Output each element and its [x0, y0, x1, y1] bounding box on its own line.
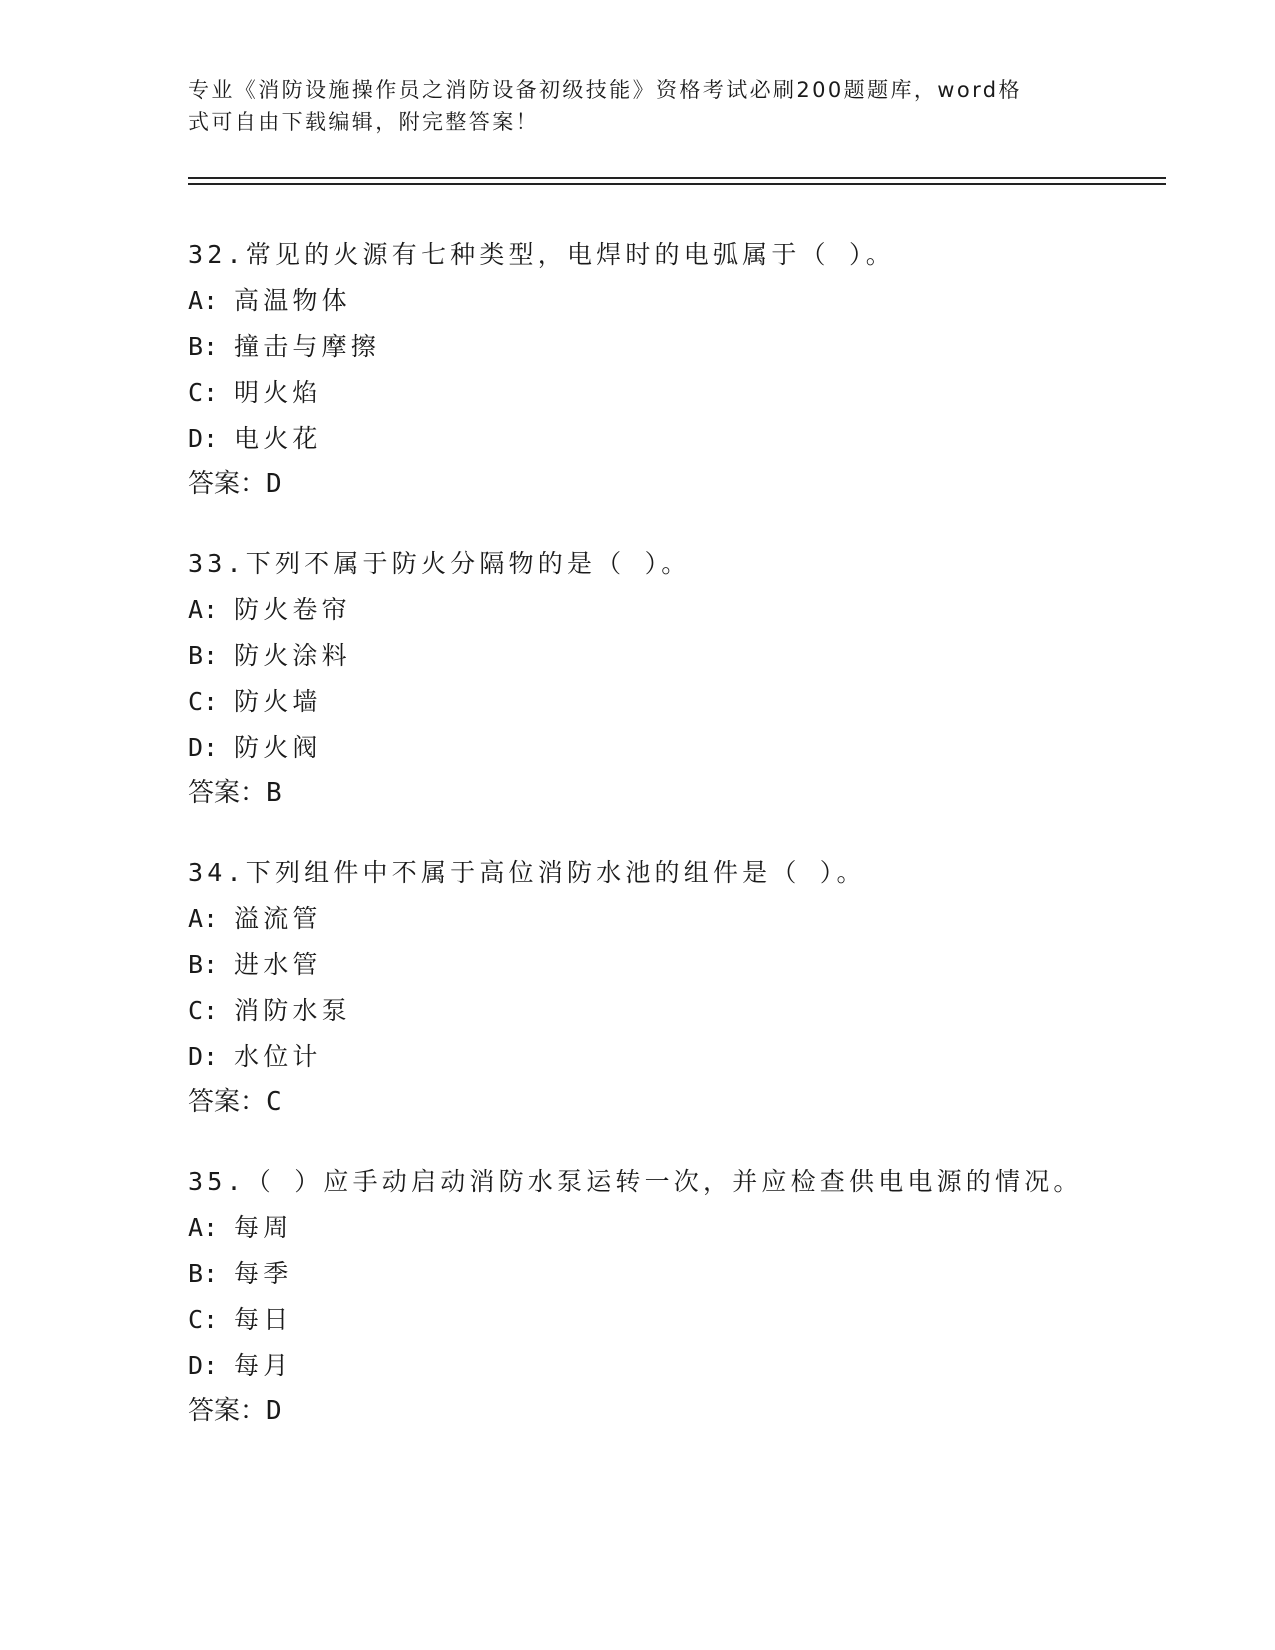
option-a — [188, 1212, 1188, 1244]
option-text: 防火卷帘 — [234, 595, 351, 624]
option-text: 每日 — [234, 1305, 293, 1334]
option-letter: B: — [188, 332, 219, 361]
option-letter: C: — [188, 1305, 219, 1334]
option-letter: D: — [188, 1042, 219, 1071]
option-text: 每季 — [234, 1259, 293, 1288]
answer-label: 答案： — [188, 1396, 267, 1426]
option-letter: D: — [188, 733, 219, 762]
header-line-1: 专业《消防设施操作员之消防设备初级技能》资格考试必刷200题题库，word格 — [188, 78, 1022, 102]
option-text: 防火涂料 — [234, 641, 351, 670]
option-c — [188, 995, 1188, 1027]
option-d — [188, 732, 1188, 764]
option-letter: C: — [188, 378, 219, 407]
option-letter: A: — [188, 286, 219, 315]
option-b — [188, 640, 1188, 672]
option-a — [188, 594, 1188, 626]
answer-label: 答案： — [188, 1087, 267, 1117]
option-d — [188, 1041, 1188, 1073]
option-text: 明火焰 — [234, 378, 322, 407]
option-b — [188, 949, 1188, 981]
option-b — [188, 1258, 1188, 1290]
option-text: 每月 — [234, 1351, 293, 1380]
question-text: 33.下列不属于防火分隔物的是（ ）。 — [188, 549, 691, 578]
option-text: 水位计 — [234, 1042, 322, 1071]
option-c — [188, 686, 1188, 718]
option-letter: A: — [188, 904, 219, 933]
option-a — [188, 285, 1188, 317]
option-letter: B: — [188, 1259, 219, 1288]
answer-line — [188, 1086, 1188, 1118]
answer-label: 答案： — [188, 469, 267, 499]
option-letter: C: — [188, 687, 219, 716]
question-32 — [188, 239, 1188, 500]
question-35 — [188, 1166, 1188, 1427]
answer-line — [188, 468, 1188, 500]
option-text: 溢流管 — [234, 904, 322, 933]
answer-value: D — [266, 1396, 282, 1426]
option-text: 消防水泵 — [234, 996, 351, 1025]
answer-value: C — [266, 1087, 282, 1117]
option-text: 防火阀 — [234, 733, 322, 762]
header-divider-bottom — [188, 183, 1166, 185]
question-text: 32.常见的火源有七种类型，电焊时的电弧属于（ ）。 — [188, 240, 895, 269]
option-text: 撞击与摩擦 — [234, 332, 381, 361]
option-d — [188, 1350, 1188, 1382]
option-c — [188, 377, 1188, 409]
option-text: 防火墙 — [234, 687, 322, 716]
option-a — [188, 903, 1188, 935]
option-d — [188, 423, 1188, 455]
option-text: 电火花 — [234, 424, 322, 453]
option-text: 进水管 — [234, 950, 322, 979]
option-text: 每周 — [234, 1213, 293, 1242]
option-letter: B: — [188, 950, 219, 979]
option-b — [188, 331, 1188, 363]
option-c — [188, 1304, 1188, 1336]
option-letter: A: — [188, 1213, 219, 1242]
question-text: 35.（ ）应手动启动消防水泵运转一次，并应检查供电电源的情况。 — [188, 1167, 1083, 1196]
option-letter: D: — [188, 424, 219, 453]
answer-line — [188, 777, 1188, 809]
header-line-2: 式可自由下载编辑，附完整答案！ — [188, 110, 539, 134]
option-letter: C: — [188, 996, 219, 1025]
option-letter: B: — [188, 641, 219, 670]
answer-line — [188, 1395, 1188, 1427]
document-header — [188, 74, 1068, 138]
option-text: 高温物体 — [234, 286, 351, 315]
question-text: 34.下列组件中不属于高位消防水池的组件是（ ）。 — [188, 858, 866, 887]
option-letter: A: — [188, 595, 219, 624]
question-33 — [188, 548, 1188, 809]
answer-label: 答案： — [188, 778, 267, 808]
header-divider-top — [188, 177, 1166, 179]
option-letter: D: — [188, 1351, 219, 1380]
question-34 — [188, 857, 1188, 1118]
answer-value: D — [266, 469, 282, 499]
answer-value: B — [266, 778, 282, 808]
